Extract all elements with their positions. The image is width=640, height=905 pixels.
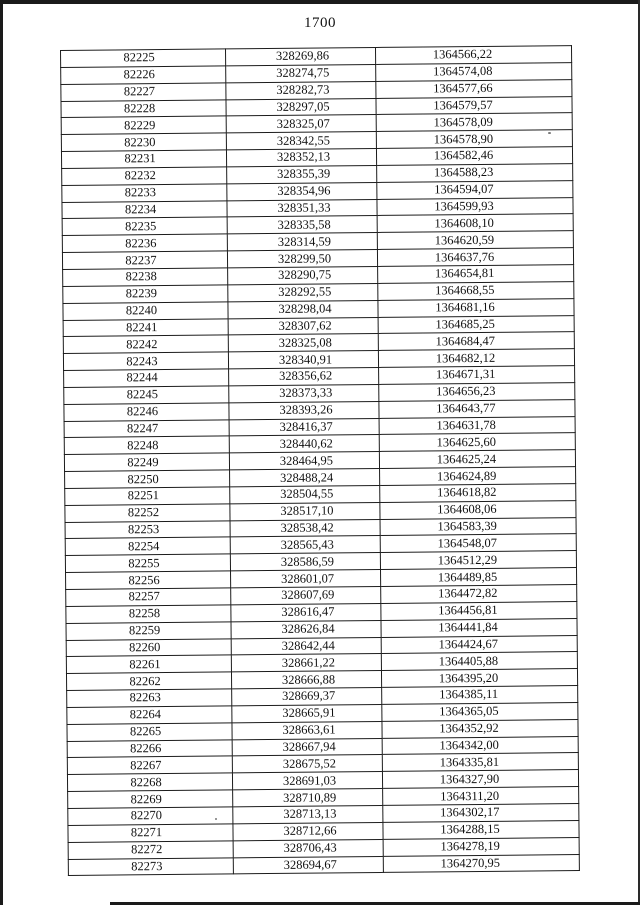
x-coordinate-cell: 328290,75 [228, 266, 378, 284]
y-coordinate-cell: 1364682,12 [378, 349, 574, 368]
y-coordinate-cell: 1364578,90 [376, 130, 572, 149]
x-coordinate-cell: 328298,04 [228, 300, 378, 318]
point-id-cell: 82249 [64, 453, 229, 471]
x-coordinate-cell: 328713,13 [233, 805, 383, 823]
x-coordinate-cell: 328675,52 [232, 755, 382, 773]
point-id-cell: 82262 [66, 672, 231, 690]
point-id-cell: 82227 [61, 83, 226, 101]
y-coordinate-cell: 1364594,07 [377, 180, 573, 199]
y-coordinate-cell: 1364684,47 [378, 332, 574, 351]
point-id-cell: 82256 [66, 571, 231, 589]
point-id-cell: 82231 [61, 150, 226, 168]
point-id-cell: 82235 [62, 217, 227, 235]
y-coordinate-cell: 1364637,76 [377, 248, 573, 267]
x-coordinate-cell: 328607,69 [231, 586, 381, 604]
y-coordinate-cell: 1364302,17 [383, 804, 579, 823]
y-coordinate-cell: 1364335,81 [382, 753, 578, 772]
x-coordinate-cell: 328666,88 [231, 671, 381, 689]
y-coordinate-cell: 1364385,11 [382, 686, 578, 705]
x-coordinate-cell: 328665,91 [232, 704, 382, 722]
x-coordinate-cell: 328464,95 [229, 452, 379, 470]
y-coordinate-cell: 1364620,59 [377, 231, 573, 250]
y-coordinate-cell: 1364668,55 [378, 281, 574, 300]
x-coordinate-cell: 328565,43 [230, 536, 380, 554]
y-coordinate-cell: 1364342,00 [382, 736, 578, 755]
point-id-cell: 82259 [66, 622, 231, 640]
point-id-cell: 82269 [68, 790, 233, 808]
point-id-cell: 82273 [68, 857, 233, 875]
point-id-cell: 82229 [61, 116, 226, 134]
y-coordinate-cell: 1364579,57 [376, 96, 572, 115]
point-id-cell: 82266 [67, 739, 232, 757]
y-coordinate-cell: 1364608,06 [380, 500, 576, 519]
x-coordinate-cell: 328340,91 [228, 351, 378, 369]
x-coordinate-cell: 328538,42 [230, 519, 380, 537]
x-coordinate-cell: 328694,67 [233, 856, 383, 874]
y-coordinate-cell: 1364512,29 [380, 551, 576, 570]
point-id-cell: 82252 [65, 504, 230, 522]
point-id-cell: 82272 [68, 841, 233, 859]
x-coordinate-cell: 328355,39 [227, 165, 377, 183]
x-coordinate-cell: 328642,44 [231, 637, 381, 655]
x-coordinate-cell: 328299,50 [227, 250, 377, 268]
x-coordinate-cell: 328416,37 [229, 418, 379, 436]
coordinates-table-wrapper [60, 45, 579, 876]
point-id-cell: 82268 [67, 773, 232, 791]
x-coordinate-cell: 328314,59 [227, 233, 377, 251]
x-coordinate-cell: 328712,66 [233, 822, 383, 840]
y-coordinate-cell: 1364395,20 [381, 669, 577, 688]
x-coordinate-cell: 328710,89 [233, 789, 383, 807]
x-coordinate-cell: 328517,10 [230, 502, 380, 520]
point-id-cell: 82244 [64, 369, 229, 387]
x-coordinate-cell: 328373,33 [229, 384, 379, 402]
x-coordinate-cell: 328354,96 [227, 182, 377, 200]
y-coordinate-cell: 1364489,85 [381, 568, 577, 587]
x-coordinate-cell: 328440,62 [229, 435, 379, 453]
x-coordinate-cell: 328307,62 [228, 317, 378, 335]
scan-speck [548, 132, 551, 134]
point-id-cell: 82243 [63, 352, 228, 370]
y-coordinate-cell: 1364405,88 [381, 652, 577, 671]
point-id-cell: 82271 [68, 824, 233, 842]
point-id-cell: 82258 [66, 605, 231, 623]
x-coordinate-cell: 328626,84 [231, 620, 381, 638]
coordinates-table [60, 45, 580, 876]
point-id-cell: 82267 [67, 756, 232, 774]
y-coordinate-cell: 1364352,92 [382, 719, 578, 738]
point-id-cell: 82245 [64, 386, 229, 404]
x-coordinate-cell: 328616,47 [231, 603, 381, 621]
y-coordinate-cell: 1364599,93 [377, 197, 573, 216]
x-coordinate-cell: 328691,03 [232, 772, 382, 790]
x-coordinate-cell: 328269,86 [225, 47, 375, 65]
coordinates-table-body [61, 46, 580, 876]
y-coordinate-cell: 1364643,77 [379, 399, 575, 418]
x-coordinate-cell: 328488,24 [230, 469, 380, 487]
y-coordinate-cell: 1364456,81 [381, 601, 577, 620]
y-coordinate-cell: 1364311,20 [383, 787, 579, 806]
y-coordinate-cell: 1364270,95 [383, 854, 579, 873]
y-coordinate-cell: 1364624,89 [380, 467, 576, 486]
point-id-cell: 82257 [66, 588, 231, 606]
x-coordinate-cell: 328669,37 [232, 688, 382, 706]
point-id-cell: 82230 [61, 133, 226, 151]
x-coordinate-cell: 328351,33 [227, 199, 377, 217]
point-id-cell: 82236 [62, 234, 227, 252]
point-id-cell: 82255 [65, 554, 230, 572]
scan-border-left [0, 0, 3, 905]
y-coordinate-cell: 1364625,24 [379, 450, 575, 469]
scan-speck [215, 818, 217, 820]
point-id-cell: 82250 [65, 470, 230, 488]
point-id-cell: 82247 [64, 419, 229, 437]
table-row [68, 854, 579, 876]
point-id-cell: 82225 [61, 49, 226, 67]
y-coordinate-cell: 1364671,31 [379, 366, 575, 385]
point-id-cell: 82234 [62, 200, 227, 218]
y-coordinate-cell: 1364578,09 [376, 113, 572, 132]
x-coordinate-cell: 328342,55 [226, 132, 376, 150]
y-coordinate-cell: 1364548,07 [380, 534, 576, 553]
x-coordinate-cell: 328393,26 [229, 401, 379, 419]
x-coordinate-cell: 328667,94 [232, 738, 382, 756]
point-id-cell: 82263 [67, 689, 232, 707]
y-coordinate-cell: 1364631,78 [379, 416, 575, 435]
x-coordinate-cell: 328297,05 [226, 98, 376, 116]
point-id-cell: 82260 [66, 638, 231, 656]
point-id-cell: 82251 [65, 487, 230, 505]
x-coordinate-cell: 328325,07 [226, 115, 376, 133]
point-id-cell: 82270 [68, 807, 233, 825]
y-coordinate-cell: 1364588,23 [377, 163, 573, 182]
point-id-cell: 82238 [63, 268, 228, 286]
y-coordinate-cell: 1364654,81 [378, 265, 574, 284]
x-coordinate-cell: 328504,55 [230, 485, 380, 503]
y-coordinate-cell: 1364583,39 [380, 517, 576, 536]
x-coordinate-cell: 328282,73 [226, 81, 376, 99]
y-coordinate-cell: 1364327,90 [382, 770, 578, 789]
point-id-cell: 82241 [63, 318, 228, 336]
point-id-cell: 82240 [63, 302, 228, 320]
y-coordinate-cell: 1364288,15 [383, 820, 579, 839]
x-coordinate-cell: 328292,55 [228, 283, 378, 301]
y-coordinate-cell: 1364685,25 [378, 315, 574, 334]
y-coordinate-cell: 1364365,05 [382, 702, 578, 721]
x-coordinate-cell: 328274,75 [226, 64, 376, 82]
x-coordinate-cell: 328335,58 [227, 216, 377, 234]
y-coordinate-cell: 1364618,82 [380, 484, 576, 503]
point-id-cell: 82264 [67, 706, 232, 724]
y-coordinate-cell: 1364424,67 [381, 635, 577, 654]
x-coordinate-cell: 328661,22 [231, 654, 381, 672]
y-coordinate-cell: 1364472,82 [381, 585, 577, 604]
page-number: 1700 [304, 15, 336, 31]
y-coordinate-cell: 1364582,46 [376, 147, 572, 166]
y-coordinate-cell: 1364566,22 [375, 46, 571, 65]
x-coordinate-cell: 328352,13 [226, 149, 376, 167]
point-id-cell: 82246 [64, 403, 229, 421]
y-coordinate-cell: 1364574,08 [376, 62, 572, 81]
y-coordinate-cell: 1364656,23 [379, 382, 575, 401]
point-id-cell: 82265 [67, 723, 232, 741]
scan-border-top [0, 0, 640, 4]
point-id-cell: 82253 [65, 521, 230, 539]
point-id-cell: 82228 [61, 99, 226, 117]
point-id-cell: 82232 [62, 167, 227, 185]
point-id-cell: 82254 [65, 537, 230, 555]
x-coordinate-cell: 328601,07 [231, 570, 381, 588]
point-id-cell: 82242 [63, 335, 228, 353]
x-coordinate-cell: 328663,61 [232, 721, 382, 739]
y-coordinate-cell: 1364625,60 [379, 433, 575, 452]
point-id-cell: 82226 [61, 66, 226, 84]
x-coordinate-cell: 328325,08 [228, 334, 378, 352]
point-id-cell: 82261 [66, 655, 231, 673]
point-id-cell: 82237 [62, 251, 227, 269]
y-coordinate-cell: 1364681,16 [378, 298, 574, 317]
x-coordinate-cell: 328586,59 [230, 553, 380, 571]
x-coordinate-cell: 328706,43 [233, 839, 383, 857]
point-id-cell: 82248 [64, 436, 229, 454]
point-id-cell: 82233 [62, 184, 227, 202]
x-coordinate-cell: 328356,62 [229, 367, 379, 385]
point-id-cell: 82239 [63, 285, 228, 303]
y-coordinate-cell: 1364608,10 [377, 214, 573, 233]
y-coordinate-cell: 1364577,66 [376, 79, 572, 98]
y-coordinate-cell: 1364441,84 [381, 618, 577, 637]
y-coordinate-cell: 1364278,19 [383, 837, 579, 856]
